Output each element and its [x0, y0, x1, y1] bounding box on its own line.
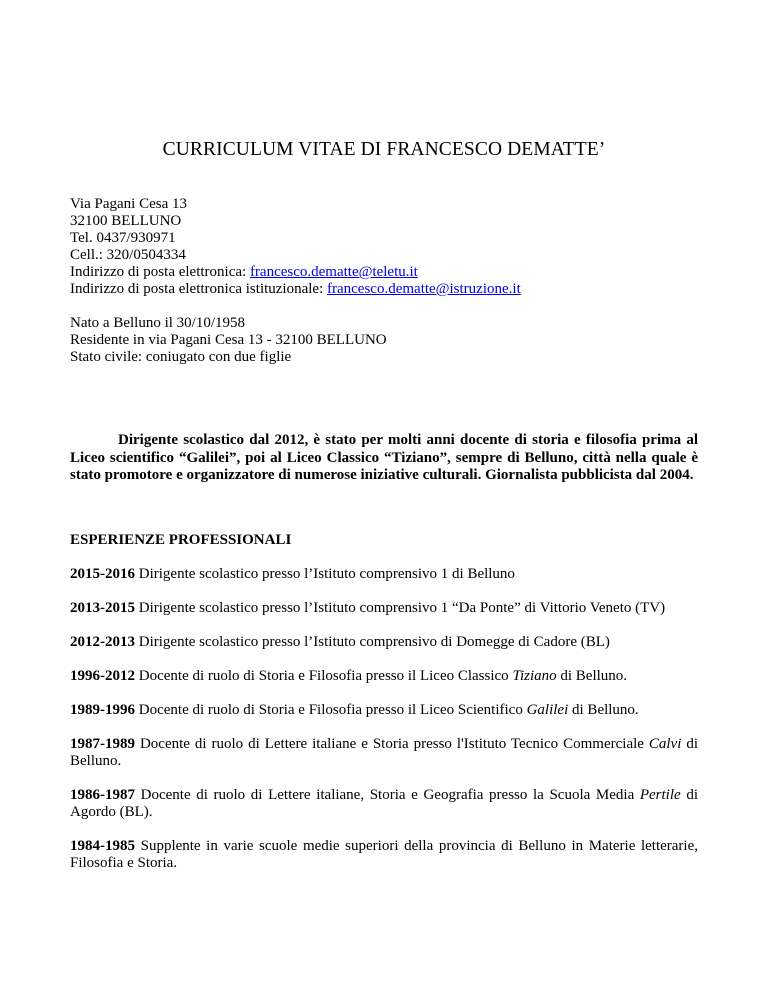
experience-item	[70, 634, 698, 651]
page-title: CURRICULUM VITAE DI FRANCESCO DEMATTE’	[162, 139, 606, 160]
experience-item	[70, 600, 698, 617]
experience-text-end: di Belluno.	[568, 702, 639, 718]
phone-number: Tel. 0437/930971	[70, 230, 176, 246]
experience-text: Docente di ruolo di Lettere italiane, Storia e Geografia presso la Scuola Media	[135, 787, 640, 803]
bio-paragraph: Dirigente scolastico dal 2012, è stato per molti anni docente di storia e filosofia prima al Liceo scientifico “Galilei”, poi al Liceo Classico “Tiziano”, sempre di Belluno, città nella quale è stato promotore e organizzatore di numerose iniziative culturali. Giornalista pubblicista dal 2004.	[70, 432, 698, 483]
experience-item	[70, 668, 698, 685]
institutional-email-link[interactable]: francesco.dematte@istruzione.it	[327, 281, 521, 297]
institutional-email-line	[70, 281, 698, 298]
address-line-2: 32100 BELLUNO	[70, 213, 182, 229]
email-label: Indirizzo di posta elettronica:	[70, 264, 250, 280]
address-line-1: Via Pagani Cesa 13	[70, 196, 187, 212]
experience-text-end: di Agordo (BL).	[70, 787, 698, 820]
experience-years: 2015-2016	[70, 566, 135, 582]
institutional-email-label: Indirizzo di posta elettronica istituzionale:	[70, 281, 327, 297]
personal-info-block	[70, 315, 698, 366]
experience-institution: Pertile	[639, 787, 681, 803]
experience-years: 1986-1987	[70, 787, 135, 803]
experience-years: 1996-2012	[70, 668, 135, 684]
experience-text: Docente di ruolo di Lettere italiane e Storia presso l'Istituto Tecnico Commerciale	[135, 736, 649, 752]
section-heading-experience: ESPERIENZE PROFESSIONALI	[70, 532, 292, 548]
experience-text-end: di Belluno.	[556, 668, 628, 684]
experience-text: Dirigente scolastico presso l’Istituto comprensivo di Domegge di Cadore (BL)	[135, 634, 610, 650]
experience-institution: Calvi	[648, 736, 682, 752]
email-link[interactable]: francesco.dematte@teletu.it	[249, 264, 418, 280]
experience-institution: Galilei	[526, 702, 569, 718]
civil-status: Stato civile: coniugato con due figlie	[70, 349, 292, 365]
birth-info: Nato a Belluno il 30/10/1958	[70, 315, 245, 331]
experience-item	[70, 566, 698, 583]
experience-item	[70, 736, 698, 770]
experience-years: 1987-1989	[70, 736, 135, 752]
contact-block	[70, 196, 698, 298]
mobile-number: Cell.: 320/0504334	[70, 247, 186, 263]
experience-item	[70, 787, 698, 821]
experience-years: 2013-2015	[70, 600, 135, 616]
email-line	[70, 264, 698, 281]
experience-text: Docente di ruolo di Storia e Filosofia presso il Liceo Classico	[135, 668, 513, 684]
experience-text: Docente di ruolo di Storia e Filosofia presso il Liceo Scientifico	[135, 702, 527, 718]
experience-text: Supplente in varie scuole medie superiori della provincia di Belluno in Materie letterarie, Filosofia e Storia.	[70, 838, 698, 871]
experience-text-end: di Belluno.	[70, 736, 698, 769]
experience-item	[70, 838, 698, 872]
experience-text: Dirigente scolastico presso l’Istituto comprensivo 1 di Belluno	[135, 566, 515, 582]
experience-institution: Tiziano	[512, 668, 557, 684]
experience-years: 1989-1996	[70, 702, 135, 718]
experience-years: 1984-1985	[70, 838, 135, 854]
experience-item	[70, 702, 698, 719]
residence-info: Residente in via Pagani Cesa 13 - 32100 BELLUNO	[70, 332, 387, 348]
experience-text: Dirigente scolastico presso l’Istituto comprensivo 1 “Da Ponte” di Vittorio Veneto (TV)	[135, 600, 666, 616]
experience-years: 2012-2013	[70, 634, 135, 650]
